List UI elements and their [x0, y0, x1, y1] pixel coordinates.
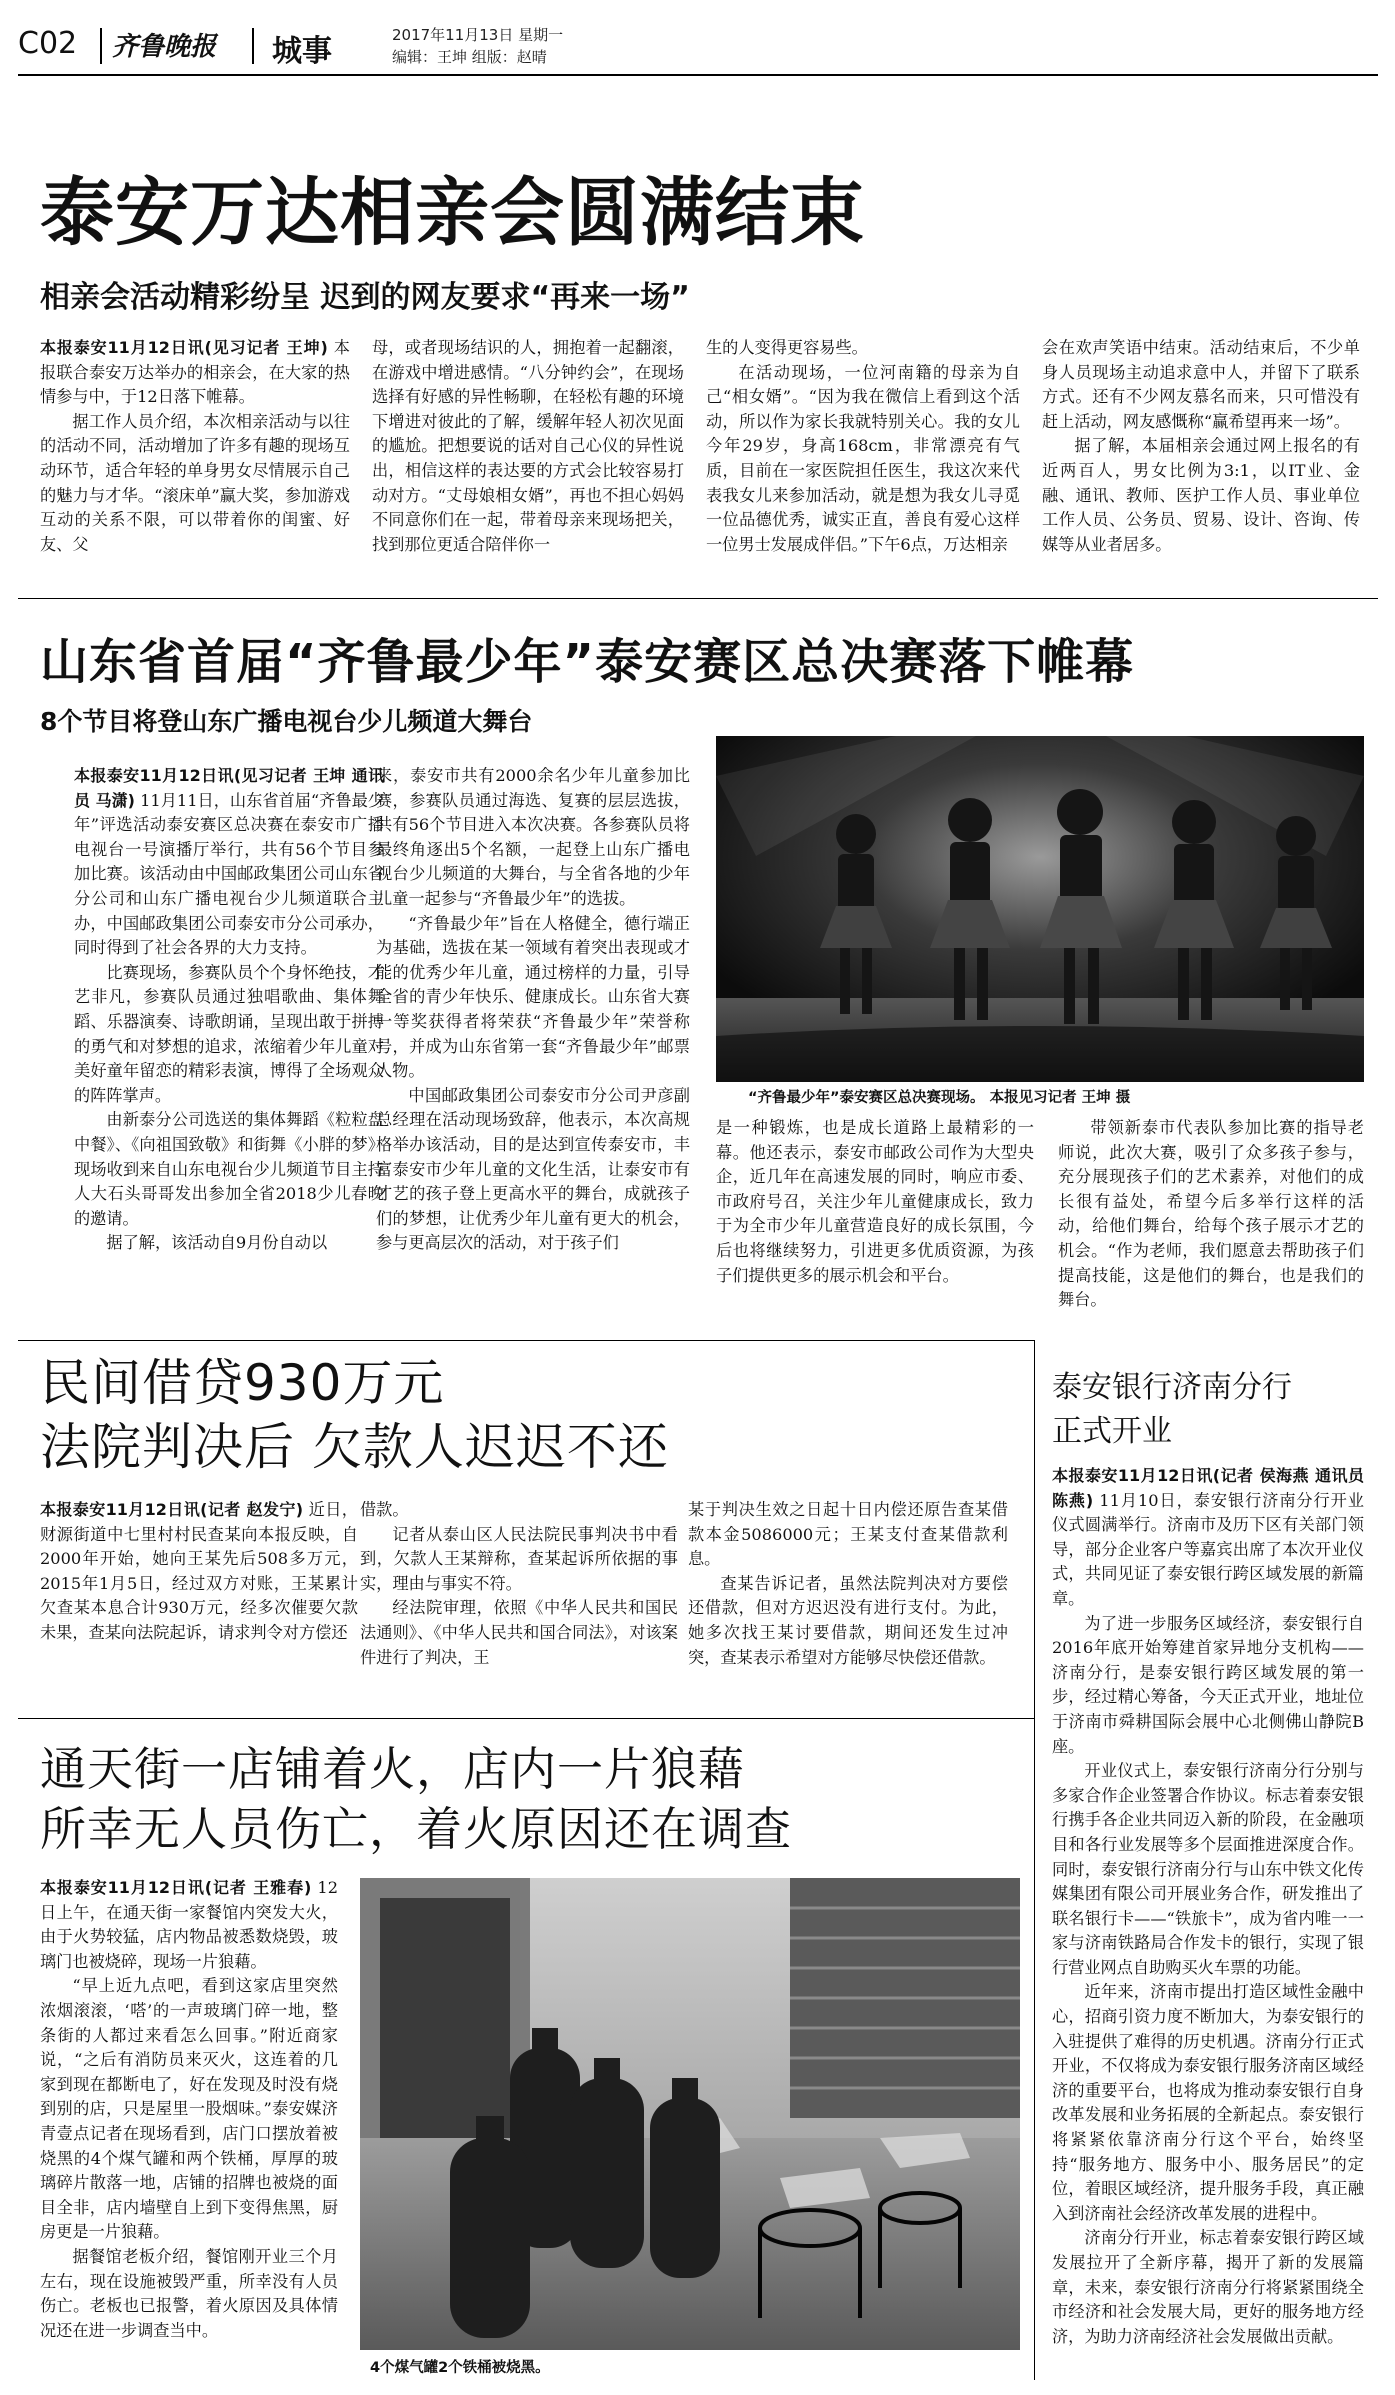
article5-byline: 本报泰安11月12日讯(记者 侯海燕 通讯员 陈燕): [1052, 1466, 1364, 1510]
article3-byline: 本报泰安11月12日讯(记者 赵发宁): [40, 1500, 304, 1519]
article5-title-line1: 泰安银行济南分行: [1052, 1370, 1292, 1405]
section-name: 城事: [272, 34, 332, 69]
article1-p2: 母，或者现场结识的人，拥抱着一起翻滚，在游戏中增进感情。“八分钟约会”，在现场选择有好感的异性畅聊，在轻松有趣的环境下增进对彼此的了解，缓解年轻人初次见面的尴尬。把想要说的话对自己心仪的异性说出，相信这样的表达要的方式会比较容易打动对方。“丈母娘相女婿”，再也不担心妈妈不同意你们在一起，带着母亲来现场把关，找到那位更适合陪伴你一: [372, 338, 684, 554]
article2-subtitle: 8个节目将登山东广播电视台少儿频道大舞台: [40, 707, 533, 736]
divider-3: [18, 1718, 1034, 1719]
article1-col3: [706, 336, 1020, 578]
article4-title-line2: 所幸无人员伤亡，着火原因还在调查: [40, 1802, 792, 1856]
fire-photo-image: [360, 1878, 1020, 2350]
article1-col2: [372, 336, 684, 578]
editor-line: 编辑：王坤 组版：赵晴: [392, 48, 547, 66]
divider-1: [18, 598, 1378, 599]
article4-byline: 本报泰安11月12日讯(记者 王雅春): [40, 1878, 312, 1897]
header-divider-1: [100, 28, 102, 64]
article1-p5: 会在欢声笑语中结束。活动结束后，不少单身人员现场主动追求意中人，并留下了联系方式。还有不少网友慕名而来，只可惜没有赶上活动，网友感慨称“赢希望再来一场”。: [1042, 338, 1360, 431]
article3-title-line1: 民间借贷930万元: [40, 1354, 445, 1412]
date-line: 2017年11月13日 星期一: [392, 26, 564, 44]
article2-col2: 来，泰安市共有2000余名少年儿童参加比赛，参赛队员通过海选、复赛的层层选拔，共有56个节目进入本次决赛。各参赛队员将最终角逐出5个名额，一起登上山东广播电视台少儿频道的大舞台，与全省各地的少年儿童一起参与“齐鲁最少年”的选拔。 “齐鲁最少年”旨在人格健全，德行端正为基础，选拔在某一领域有着突出表现或才能的优秀少年儿童，通过榜样的力量，引导全省的青少年快乐、健康成长。山东省大赛一等奖获得者将荣获“齐鲁最少年”荣誉称号，并成为山东省第一套“齐鲁最少年”邮票人物。 中国邮政集团公司泰安市分公司尹彦副总经理在活动现场致辞，他表示，本次高规格举办该活动，目的是达到宣传泰安市，丰富泰安市少年儿童的文化生活，让泰安市有才艺的孩子登上更高水平的舞台，成就孩子们的梦想，让优秀少年儿童有更大的机会，参与更高层次的活动，对于孩子们: [376, 766, 690, 1253]
article2-col1: 本报泰安11月12日讯(见习记者 王坤 通讯员 马潇) 11月11日，山东省首届“齐鲁最少年”评选活动泰安赛区总决赛在泰安市广播电视台一号演播厅举行，共有56个节目参加比赛。该活动由中国邮政集团公司山东省分公司和山东广播电视台少儿频道联合主办，中国邮政集团公司泰安市分公司承办，同时得到了社会各界的大力支持。 比赛现场，参赛队员个个身怀绝技，才艺非凡，参赛队员通过独唱歌曲、集体舞蹈、乐器演奏、诗歌朗诵，呈现出敢于拼搏的勇气和对梦想的追求，浓缩着少年儿童对美好童年留恋的精彩表演，博得了全场观众的阵阵掌声。 由新泰分公司选送的集体舞蹈《粒粒盘中餐》、《向祖国致敬》和街舞《小胖的梦》现场收到来自山东电视台少儿频道节目主持人大石头哥哥发出参加全省2018少儿春晚的邀请。 据了解，该活动自9月份自动以: [74, 766, 384, 1253]
article1-p3: 生的人变得更容易些。: [706, 338, 868, 357]
article2-title: 山东省首届“齐鲁最少年”泰安赛区总决赛落下帷幕: [40, 634, 1135, 690]
page-header: [0, 0, 1395, 80]
article3-col3: 某于判决生效之日起十日内偿还原告查某借款本金5086000元；王某支付查某借款利息。 查某告诉记者，虽然法院判决对方要偿还借款，但对方迟迟没有进行支付。为此，她多次找王某讨要借款，期间还发生过冲突，查某表示希望对方能够尽快偿还借款。: [688, 1500, 1008, 1667]
article3-title-line2: 法院判决后 欠款人迟迟不还: [40, 1418, 669, 1476]
paper-logo: 齐鲁晚报: [112, 32, 217, 62]
article3-col1: 本报泰安11月12日讯(记者 赵发宁) 近日，财源街道中七里村村民查某向本报反映，自2000年开始，她向王某先后508多万元，2015年1月5日，经过双方对账，王某累计欠查某本息合计930万元，经多次催要欠款未果，查某向法院起诉，请求判令对方偿还: [40, 1500, 358, 1642]
article1-col1: 本报泰安11月12日讯(见习记者 王坤) 本报联合泰安万达举办的相亲会，在大家的热情参与中，于12日落下帷幕。 据工作人员介绍，本次相亲活动与以往的活动不同，活动增加了许多有趣的现场互动环节，适合年轻的单身男女尽情展示自己的魅力与才华。“滚床单”赢大奖，参加游戏互动的关系不限，可以带着你的闺蜜、好友、父: [40, 336, 350, 578]
article1-p6: 据了解，本届相亲会通过网上报名的有近两百人，男女比例为3:1，以IT业、金融、通讯、教师、医护工作人员、事业单位工作人员、公务员、贸易、设计、咨询、传媒等从业者居多。: [1042, 436, 1360, 554]
article4-col1: 本报泰安11月12日讯(记者 王雅春) 12日上午，在通天街一家餐馆内突发大火，由于火势较猛，店内物品被悉数烧毁，玻璃门也被烧碎，现场一片狼藉。 “早上近九点吧，看到这家店里突然浓烟滚滚，‘嗒’的一声玻璃门碎一地，整条街的人都过来看怎么回事。”附近商家说，“之后有消防员来灭火，这连着的几家到现在都断电了，好在发现及时没有烧到别的店，只是屋里一股烟味。”泰安媒济青壹点记者在现场看到，店门口摆放着被烧黑的4个煤气罐和两个铁桶，厚厚的玻璃碎片散落一地，店铺的招牌也被烧的面目全非，店内墙壁自上到下变得焦黑，厨房更是一片狼藉。 据餐馆老板介绍，餐馆刚开业三个月左右，现在设施被毁严重，所幸没有人员伤亡。老板也已报警，着火原因及具体情况还在进一步调查当中。: [40, 1878, 338, 2340]
article5-title-line2: 正式开业: [1052, 1414, 1172, 1449]
vertical-divider: [1034, 1340, 1035, 2380]
fire-photo: [360, 1878, 1020, 2350]
article3-col2: 借款。 记者从泰山区人民法院民事判决书中看到，欠款人王某辩称，查某起诉所依据的事实，理由与事实不符。 经法院审理，依照《中华人民共和国民法通则》、《中华人民共和国合同法》，对该案件进行了判决，王: [360, 1500, 678, 1667]
divider-2: [18, 1340, 1034, 1341]
header-divider-2: [252, 28, 254, 64]
article5-col: 本报泰安11月12日讯(记者 侯海燕 通讯员 陈燕) 11月10日，泰安银行济南分行开业仪式圆满举行。济南市及历下区有关部门领导，部分企业客户等嘉宾出席了本次开业仪式，共同见证了泰安银行跨区域发展的新篇章。 为了进一步服务区域经济，泰安银行自2016年底开始筹建首家异地分支机构——济南分行，是泰安银行跨区域发展的第一步，经过精心筹备，今天正式开业，地址位于济南市舜耕国际会展中心北侧佛山静院B座。 开业仪式上，泰安银行济南分行分别与多家合作企业签署合作协议。标志着泰安银行携手各企业共同迈入新的阶段，在金融项目和各行业发展等多个层面推进深度合作。同时，泰安银行济南分行与山东中铁文化传媒集团有限公司开展业务合作，研发推出了联名银行卡——“铁旅卡”，成为省内唯一一家与济南铁路局合作发卡的银行，实现了银行营业网点自助购买火车票的功能。 近年来，济南市提出打造区域性金融中心，招商引资力度不断加大，为泰安银行的入驻提供了难得的历史机遇。济南分行正式开业，不仅将成为泰安银行服务济南区域经济的重要平台，也将成为推动泰安银行自身改革发展和业务拓展的全新起点。泰安银行将紧紧依靠济南分行这个平台，始终坚持“服务地方、服务中小、服务居民”的定位，着眼区域经济，提升服务手段，真正融入到济南社会经济改革发展的进程中。 济南分行开业，标志着泰安银行跨区域发展拉开了全新序幕，揭开了新的发展篇章，未来，泰安银行济南分行将紧紧围绕全市经济和社会发展大局，更好的服务地方经济，为助力济南经济社会发展做出贡献。: [1052, 1466, 1364, 2346]
article1-subtitle: 相亲会活动精彩纷呈 迟到的网友要求“再来一场”: [40, 280, 690, 315]
article1-p1: 据工作人员介绍，本次相亲活动与以往的活动不同，活动增加了许多有趣的现场互动环节，适合年轻的单身男女尽情展示自己的魅力与才华。“滚床单”赢大奖，参加游戏互动的关系不限，可以带着你的闺蜜、好友、父: [40, 411, 350, 554]
page-number: C02: [18, 26, 78, 61]
fire-photo-caption: 4个煤气罐2个铁桶被烧黑。: [370, 2360, 550, 2376]
article4-title-line1: 通天街一店铺着火，店内一片狼藉: [40, 1742, 745, 1796]
header-rule: [18, 74, 1378, 76]
article1-col4: [1042, 336, 1360, 578]
article1-p4: 在活动现场，一位河南籍的母亲为自己“相女婿”。“因为我在微信上看到这个活动，所以作为家长我就特别关心。我的女儿今年29岁，身高168cm，非常漂亮有气质，目前在一家医院担任医生，我这次来代表我女儿来参加活动，就是想为我女儿寻觅一位品德优秀，诚实正直，善良有爱心这样一位男士发展成伴侣。”下午6点，万达相亲: [706, 362, 1020, 554]
stage-photo-image: [716, 736, 1364, 1082]
article2-col4: 带领新泰市代表队参加比赛的指导老师说，此次大赛，吸引了众多孩子参与，充分展现孩子们的艺术素养，对他们的成长很有益处，希望今后多举行这样的活动，给他们舞台，给每个孩子展示才艺的机会。“作为老师，我们愿意去帮助孩子们提高技能，这是他们的舞台，也是我们的舞台。: [1058, 1118, 1364, 1310]
article1-title: 泰安万达相亲会圆满结束: [40, 170, 865, 256]
article2-col3: 是一种锻炼，也是成长道路上最精彩的一幕。他还表示，泰安市邮政公司作为大型央企，近几年在高速发展的同时，响应市委、市政府号召，关注少年儿童健康成长，致力于为全市少年儿童营造良好的成长氛围，今后也将继续努力，引进更多优质资源，为孩子们提供更多的展示机会和平台。: [716, 1118, 1034, 1285]
article2-byline: 本报泰安11月12日讯(见习记者 王坤 通讯员 马潇): [74, 766, 384, 810]
stage-photo: [716, 736, 1364, 1082]
article1-byline: 本报泰安11月12日讯(见习记者 王坤): [40, 338, 328, 357]
stage-photo-caption: “齐鲁最少年”泰安赛区总决赛现场。 本报见习记者 王坤 摄: [748, 1090, 1131, 1106]
